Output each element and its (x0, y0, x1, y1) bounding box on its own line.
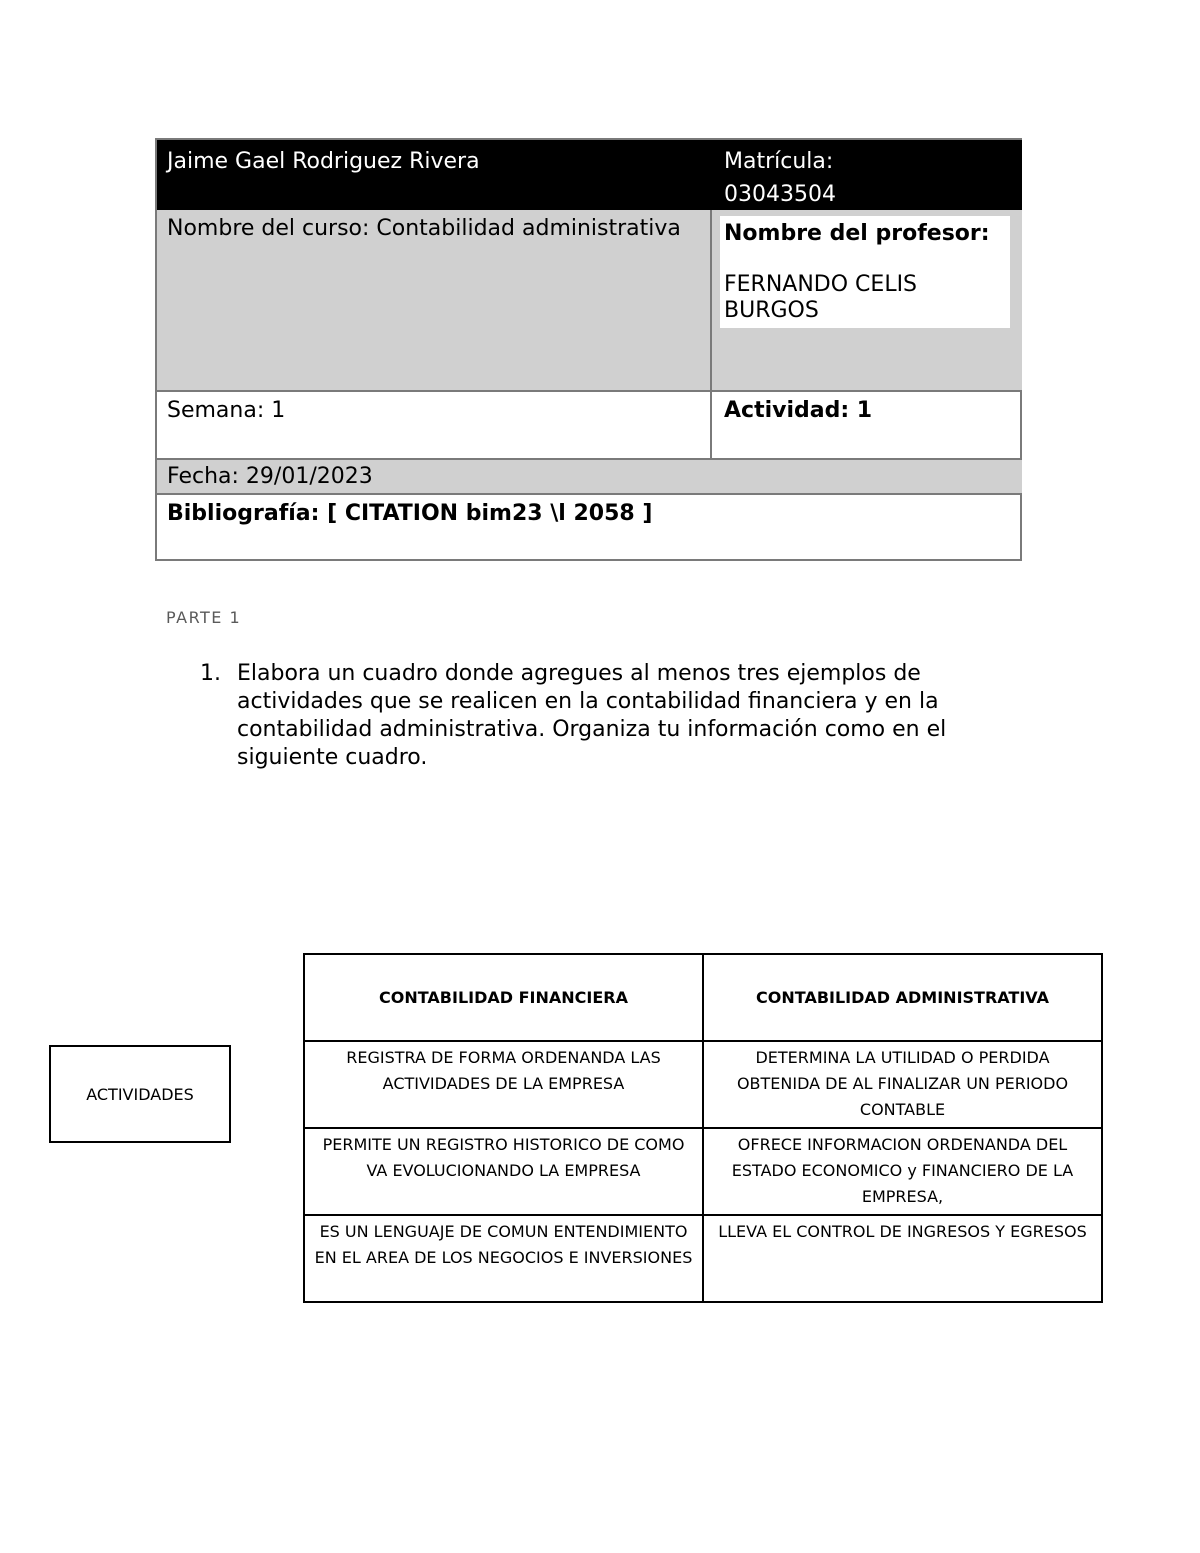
table-cell: ES UN LENGUAJE DE COMUN ENTENDIMIENTO EN EL AREA DE LOS NEGOCIOS E INVERSIONES (304, 1215, 703, 1302)
course-name: Nombre del curso: Contabilidad administrativa (157, 210, 712, 392)
professor-name: FERNANDO CELIS BURGOS (724, 272, 918, 323)
table-cell: LLEVA EL CONTROL DE INGRESOS Y EGRESOS (703, 1215, 1102, 1302)
header-financiera: CONTABILIDAD FINANCIERA (304, 954, 703, 1041)
bibliography: Bibliografía: [ CITATION bim23 \l 2058 ] (167, 501, 653, 526)
comparison-table (303, 953, 1103, 1303)
matricula-value: 03043504 (724, 182, 836, 207)
matricula-cell (712, 140, 1022, 210)
professor-cell (712, 210, 1022, 392)
table-cell: OFRECE INFORMACION ORDENANDA DEL ESTADO ECONOMICO y FINANCIERO DE LA EMPRESA, (703, 1128, 1102, 1215)
activity: Actividad: 1 (712, 392, 1022, 460)
question-text: Elabora un cuadro donde agregues al menos tres ejemplos de actividades que se realicen en la contabilidad financiera y en la contabilidad administrativa. Organiza tu información como en el siguiente cuadro. (237, 661, 947, 770)
professor-box (720, 216, 1010, 328)
table-row (304, 1128, 1102, 1215)
table-cell: REGISTRA DE FORMA ORDENANDA LAS ACTIVIDADES DE LA EMPRESA (304, 1041, 703, 1128)
activities-label: ACTIVIDADES (49, 1045, 231, 1143)
table-header-row (304, 954, 1102, 1041)
table-row (304, 1215, 1102, 1302)
student-name: Jaime Gael Rodriguez Rivera (157, 140, 712, 210)
header-table (155, 138, 1022, 561)
header-administrativa: CONTABILIDAD ADMINISTRATIVA (703, 954, 1102, 1041)
question-item (200, 660, 1020, 772)
section-label: PARTE 1 (166, 608, 242, 627)
week: Semana: 1 (157, 392, 712, 460)
table-cell: DETERMINA LA UTILIDAD O PERDIDA OBTENIDA DE AL FINALIZAR UN PERIODO CONTABLE (703, 1041, 1102, 1128)
matricula-label: Matrícula: (724, 149, 834, 174)
table-row (304, 1041, 1102, 1128)
professor-label: Nombre del profesor: (724, 221, 990, 246)
question-number: 1. (200, 661, 221, 686)
table-cell: PERMITE UN REGISTRO HISTORICO DE COMO VA EVOLUCIONANDO LA EMPRESA (304, 1128, 703, 1215)
date: Fecha: 29/01/2023 (157, 460, 1022, 495)
